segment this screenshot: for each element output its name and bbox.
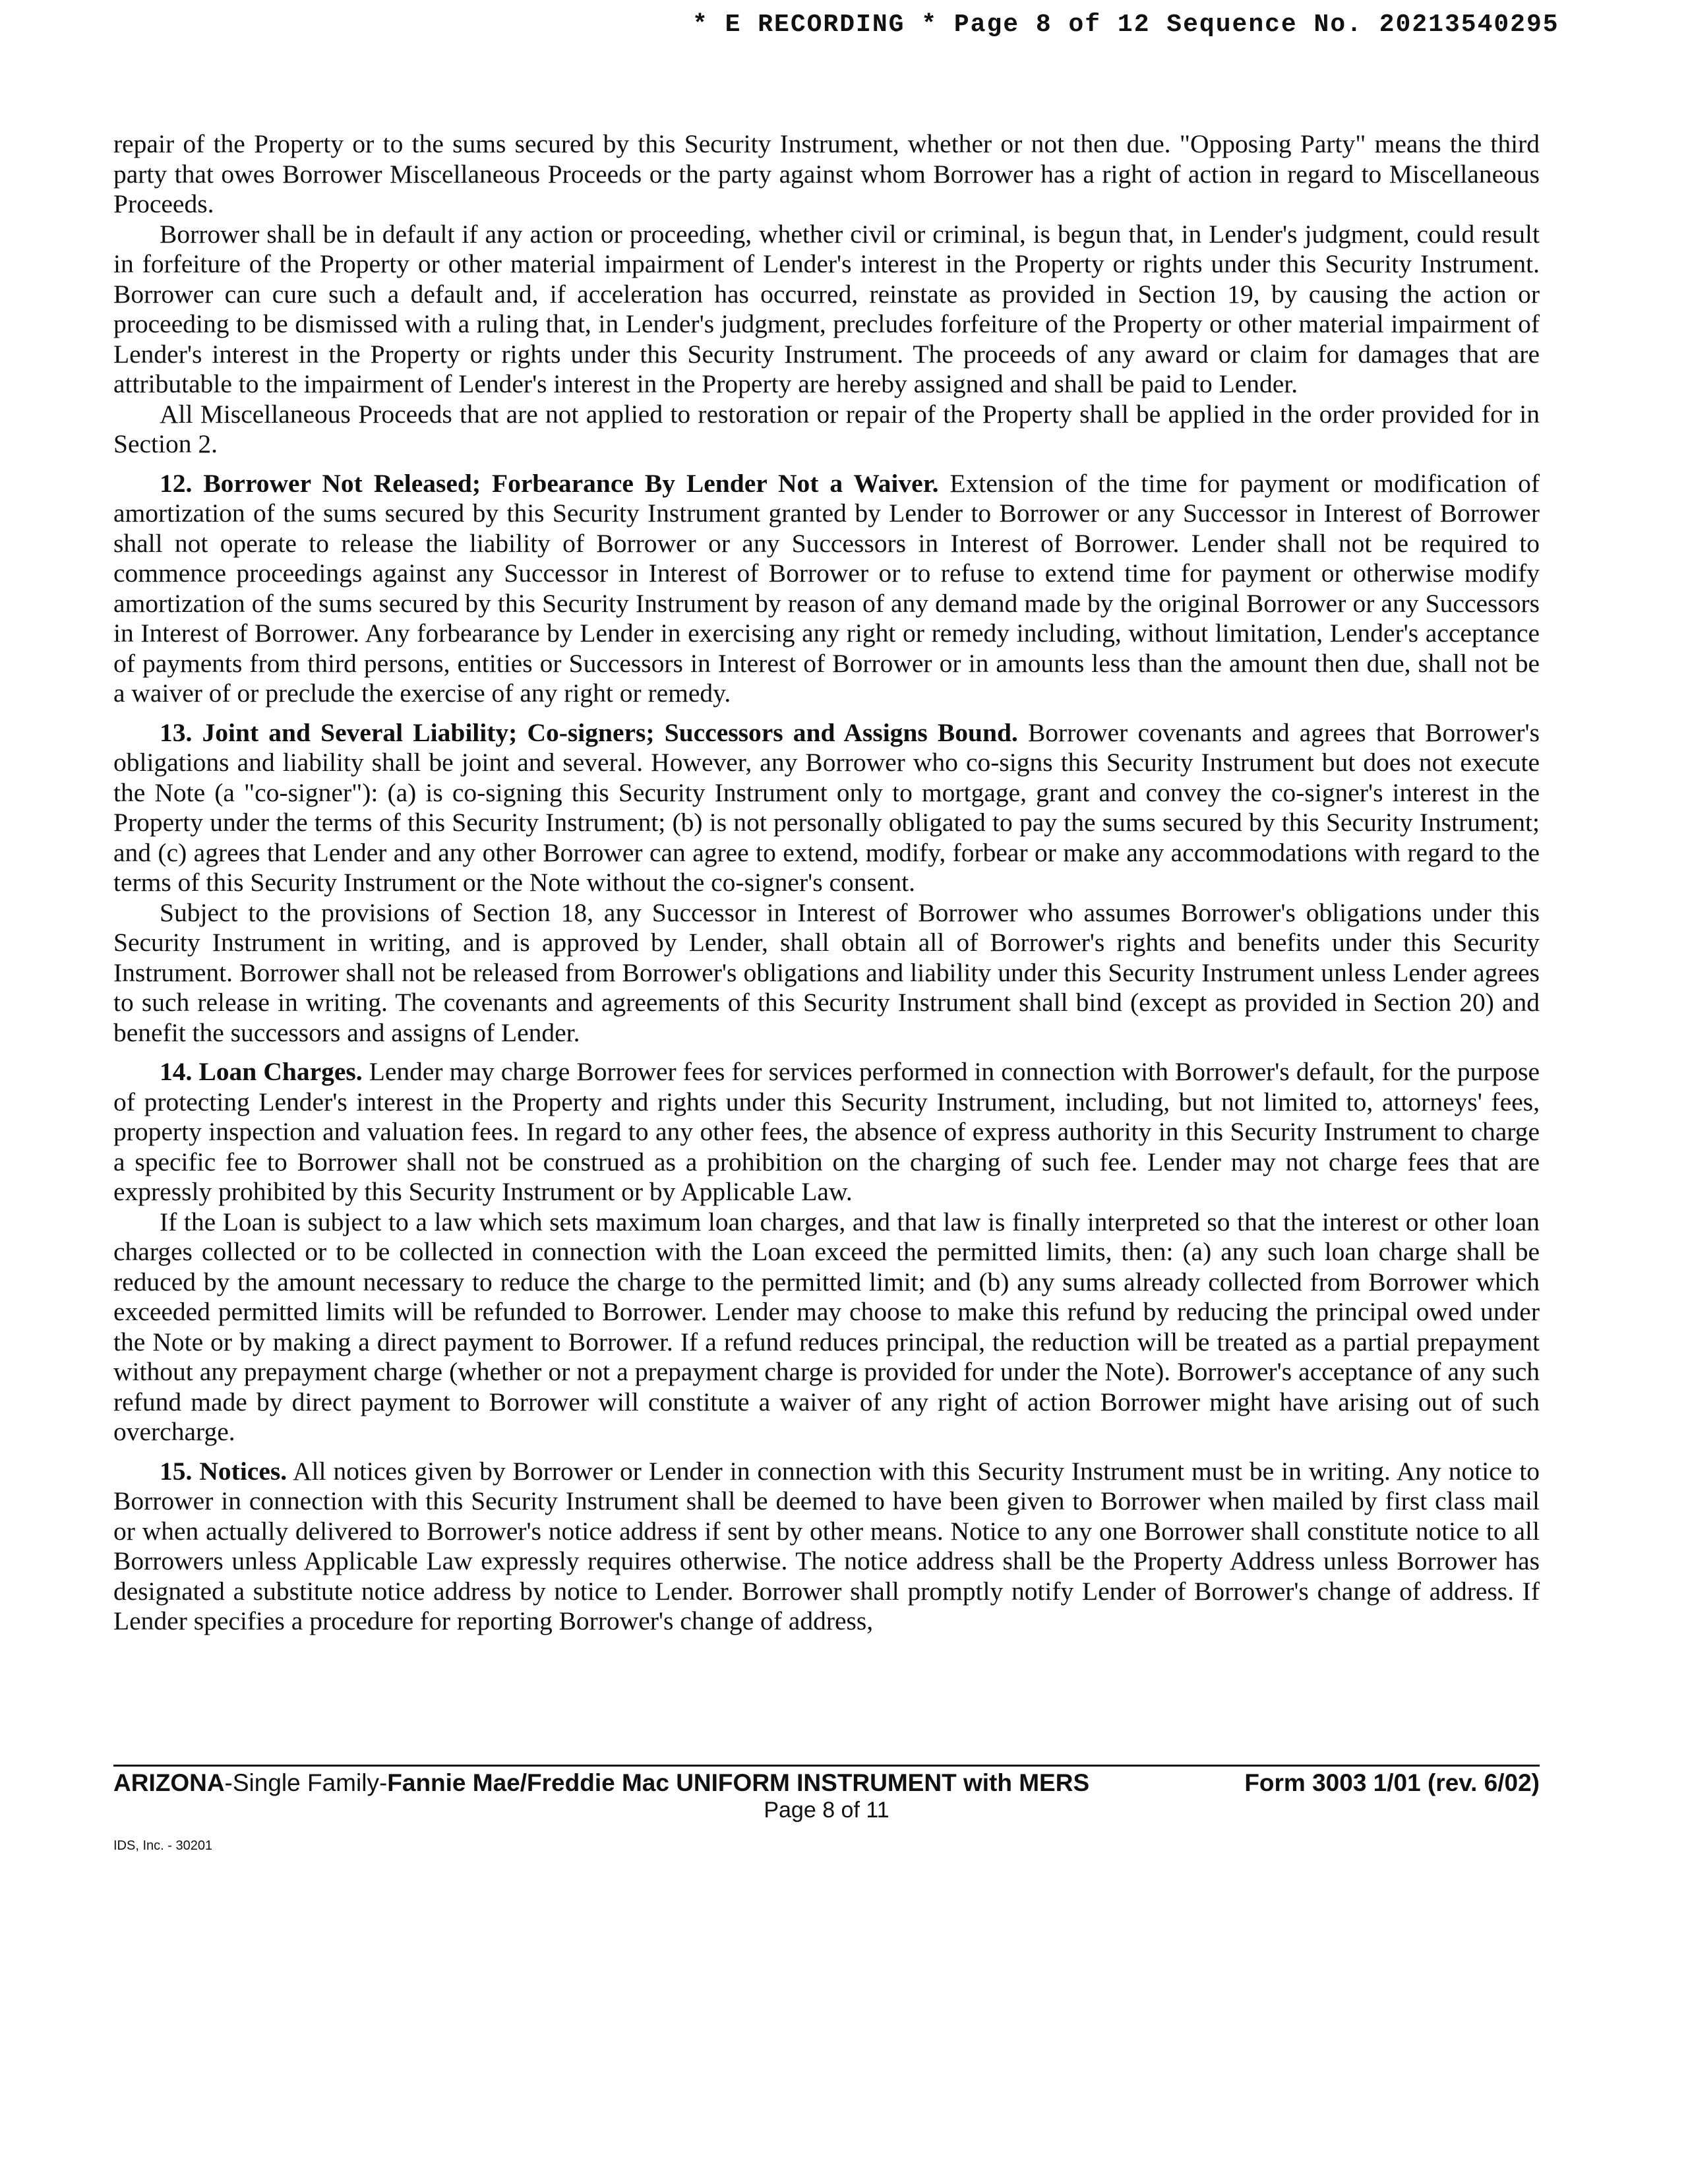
section-14-paragraph-2: If the Loan is subject to a law which sets maximum loan charges, and that law is finally interpreted so that the interest or other loan charges collected or to be collected in connection with the Loan exceed the permitted limits, then: (a) any such loan charge shall be reduced by the amount necessary to reduce the charge to the permitted limit; and (b) any sums already collected from Borrower which exceeded permitted limits will be refunded to Borrower. Lender may choose to make this refund by reducing the principal owed under the Note or by making a direct payment to Borrower. If a refund reduces principal, the reduction will be treated as a partial prepayment without any prepayment charge (whether or not a prepayment charge is provided for under the Note). Borrower's acceptance of any such refund made by direct payment to Borrower will constitute a waiver of any right of action Borrower might have arising out of such overcharge. [113, 1207, 1540, 1446]
section-12 [113, 469, 1540, 709]
footer-form-line [113, 1769, 1540, 1798]
section-13 [113, 718, 1540, 898]
footer-form-number: Form 3003 1/01 (rev. 6/02) [1244, 1769, 1540, 1796]
section-14-heading: 14. Loan Charges. [160, 1057, 363, 1086]
section-14-text: Lender may charge Borrower fees for services performed in connection with Borrower's default, for the purpose of protecting Lender's interest in the Property and rights under this Security Instrument, including, but not limited to, attorneys' fees, property inspection and valuation fees. In regard to any other fees, the absence of express authority in this Security Instrument to charge a specific fee to Borrower shall not be construed as a prohibition on the charging of such fee. Lender may not charge fees that are expressly prohibited by this Security Instrument or by Applicable Law. [113, 1057, 1540, 1206]
paragraph-opposing-party: repair of the Property or to the sums secured by this Security Instrument, whether or not then due. "Opposing Party" means the third party that owes Borrower Miscellaneous Proceeds or the party against whom Borrower has a right of action in regard to Miscellaneous Proceeds. [113, 129, 1540, 218]
footer-instrument: Fannie Mae/Freddie Mac UNIFORM INSTRUMENT with MERS [387, 1769, 1090, 1796]
section-15 [113, 1457, 1540, 1637]
section-15-text: All notices given by Borrower or Lender in connection with this Security Instrument must be in writing. Any notice to Borrower in connection with this Security Instrument shall be deemed to have been given to Borrower when mailed by first class mail or when actually delivered to Borrower's notice address if sent by other means. Notice to any one Borrower shall constitute notice to all Borrowers unless Applicable Law expressly requires otherwise. The notice address shall be the Property Address unless Borrower has designated a substitute notice address by notice to Lender. Borrower shall promptly notify Lender of Borrower's change of address. If Lender specifies a procedure for reporting Borrower's change of address, [113, 1456, 1540, 1635]
paragraph-misc-proceeds: All Miscellaneous Proceeds that are not applied to restoration or repair of the Property shall be applied in the order provided for in Section 2. [113, 399, 1540, 458]
section-12-text: Extension of the time for payment or modification of amortization of the sums secured by this Security Instrument granted by Lender to Borrower or any Successor in Interest of Borrower shall not operate to release the liability of Borrower or any Successors in Interest of Borrower. Lender shall not be required to commence proceedings against any Successor in Interest of Borrower or to refuse to extend time for payment or otherwise modify amortization of the sums secured by this Security Instrument by reason of any demand made by the original Borrower or any Successors in Interest of Borrower. Any forbearance by Lender in exercising any right or remedy including, without limitation, Lender's acceptance of payments from third persons, entities or Successors in Interest of Borrower or in amounts less than the amount then due, shall not be a waiver of or preclude the exercise of any right or remedy. [113, 468, 1540, 708]
footer-state: ARIZONA [113, 1769, 225, 1796]
document-body [113, 129, 1540, 1637]
footer-page-number: Page 8 of 11 [764, 1798, 889, 1823]
section-15-heading: 15. Notices. [160, 1456, 287, 1486]
footer-instrument-title [113, 1769, 1089, 1798]
footer-single-family: -Single Family- [224, 1769, 388, 1796]
section-13-paragraph-2: Subject to the provisions of Section 18, any Successor in Interest of Borrower who assumes Borrower's obligations under this Security Instrument in writing, and is approved by Lender, shall obtain all of Borrower's rights and benefits under this Security Instrument. Borrower shall not be released from Borrower's obligations and liability under this Security Instrument unless Lender agrees to such release in writing. The covenants and agreements of this Security Instrument shall bind (except as provided in Section 20) and benefit the successors and assigns of Lender. [113, 897, 1540, 1047]
paragraph-default: Borrower shall be in default if any action or proceeding, whether civil or criminal, is begun that, in Lender's judgment, could result in forfeiture of the Property or other material impairment of Lender's interest in the Property or rights under this Security Instrument. Borrower can cure such a default and, if acceleration has occurred, reinstate as provided in Section 19, by causing the action or proceeding to be dismissed with a ruling that, in Lender's judgment, precludes forfeiture of the Property or other material impairment of Lender's interest in the Property or rights under this Security Instrument. The proceeds of any award or claim for damages that are attributable to the impairment of Lender's interest in the Property are hereby assigned and shall be paid to Lender. [113, 219, 1540, 398]
section-13-text: Borrower covenants and agrees that Borrower's obligations and liability shall be joint and several. However, any Borrower who co-signs this Security Instrument but does not execute the Note (a "co-signer"): (a) is co-signing this Security Instrument only to mortgage, grant and convey the co-signer's interest in the Property under the terms of this Security Instrument; (b) is not personally obligated to pay the sums secured by this Security Instrument; and (c) agrees that Lender and any other Borrower can agree to extend, modify, forbear or make any accommodations with regard to the terms of this Security Instrument or the Note without the co-signer's consent. [113, 717, 1540, 897]
footer-ids-code: IDS, Inc. - 30201 [113, 1838, 213, 1853]
section-12-heading: 12. Borrower Not Released; Forbearance By Lender Not a Waiver. [160, 468, 939, 498]
footer-divider [113, 1765, 1540, 1767]
recording-stamp: * E RECORDING * Page 8 of 12 Sequence No. 20213540295 [692, 11, 1559, 39]
section-13-heading: 13. Joint and Several Liability; Co-signers; Successors and Assigns Bound. [160, 717, 1018, 747]
section-14 [113, 1057, 1540, 1207]
